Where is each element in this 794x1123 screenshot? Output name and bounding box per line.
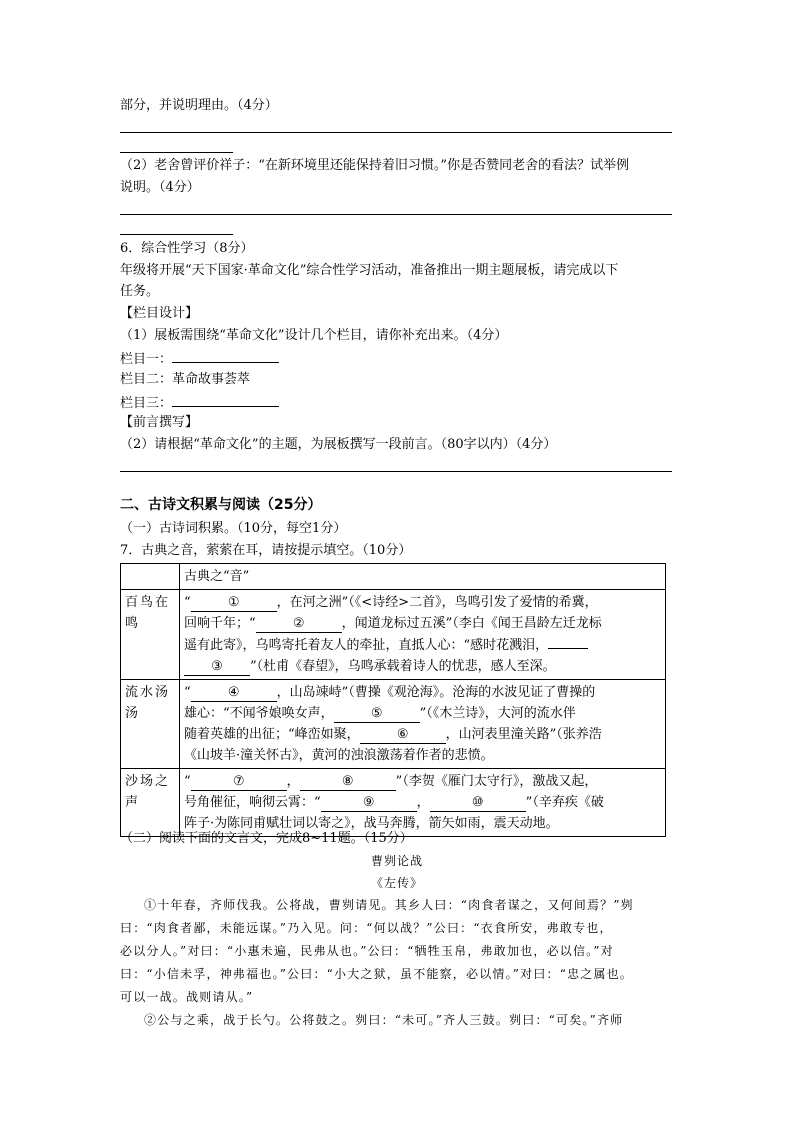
q6-intro-1: 年级将开展“天下国家·革命文化”综合性学习活动，准备推出一期主题展板，请完成以下 <box>120 263 619 278</box>
blank-7[interactable]: ⑦ <box>191 774 287 791</box>
q5-2-line1: （2）老舍曾评价祥子：“在新环境里还能保持着旧习惯。”你是否赞同老舍的看法？试举例 <box>120 158 630 173</box>
row-content: “ ⑦ ， ⑧ ”（李贺《雁门太守行》，激战又起， 号角催征，响彻云霄：“ ⑨ ， ⑩ ”（辛弃疾《破 阵子·为陈同甫赋壮词以寄之》，战马奔腾，箭矢如雨，震天动地。 <box>180 769 666 837</box>
q6-question-2: （2）请根据“革命文化”的主题，为展板撰写一段前言。（80字以内）（4分） <box>120 437 557 452</box>
table-corner-cell <box>121 564 180 590</box>
passage-line: 曰：“小信未孚，神弗福也。”公曰：“小大之狱，虽不能察，必以情。”对曰：“忠之属也。 <box>120 967 634 981</box>
answer-line <box>120 214 672 215</box>
part-2-sub-2: （二）阅读下面的文言文，完成8~11题。（15分） <box>120 831 413 846</box>
blank-2[interactable]: ② <box>256 616 342 633</box>
row-label: 流水汤汤 <box>121 680 180 769</box>
q6-question-1: （1）展板需围绕“革命文化”设计几个栏目，请你补充出来。（4分） <box>120 328 508 343</box>
answer-line-short <box>120 234 233 235</box>
q6-title: 6．综合性学习（8分） <box>120 241 254 256</box>
column-2-row: 栏目二：革命故事荟萃 <box>120 372 251 387</box>
poetry-table <box>120 563 666 837</box>
table-row <box>121 769 666 837</box>
answer-line <box>120 132 672 133</box>
blank-8[interactable]: ⑧ <box>300 774 396 791</box>
passage-line: 必以分人。”对曰：“小惠未遍，民弗从也。”公曰：“牺牲玉帛，弗敢加也，必以信。”对 <box>120 944 614 958</box>
passage-line: 曰：“肉食者鄙，未能远谋。”乃入见。问：“何以战？”公曰：“衣食所安，弗敢专也， <box>120 921 613 935</box>
passage-source: 《左传》 <box>370 876 423 890</box>
q6-section-2: 【前言撰写】 <box>120 415 199 430</box>
passage-line: ②公与之乘，战于长勺。公将鼓之。刿曰：“未可。”齐人三鼓。刿曰：“可矣。”齐师 <box>144 1013 624 1027</box>
row-content: “ ① ，在河之洲”（《<诗经>二首》，鸟鸣引发了爱情的希冀， 回响千年；“ ② ，闻道龙标过五溪”（李白《闻王昌龄左迁龙标 遥有此寄》，乌鸣寄托着友人的牵扯，直抵人心：“感时花溅泪， ③ ”（杜甫《春望》，乌鸣承载着诗人的忧悲，感人至深。 <box>180 590 666 680</box>
table-header: 古典之“音” <box>180 564 666 590</box>
q6-intro-2: 任务。 <box>120 284 160 299</box>
part-2-heading: 二、古诗文积累与阅读（25分） <box>120 497 322 513</box>
blank-5[interactable]: ⑤ <box>334 706 420 723</box>
q6-section-1: 【栏目设计】 <box>120 306 199 321</box>
q5-tail-text: 部分，并说明理由。（4分） <box>120 98 278 113</box>
blank-1[interactable]: ① <box>191 595 277 612</box>
q5-2-line2: 说明。（4分） <box>120 180 200 195</box>
part-2-sub-1: （一）古诗词积累。（10分，每空1分） <box>120 521 347 536</box>
column-3-blank[interactable] <box>172 392 279 407</box>
row-label: 百鸟在鸣 <box>121 590 180 680</box>
q7-prompt: 7．古典之音，萦萦在耳，请按提示填空。（10分） <box>120 543 412 558</box>
column-1-blank[interactable] <box>172 348 279 363</box>
blank-9[interactable]: ⑨ <box>321 795 417 812</box>
blank-4[interactable]: ④ <box>191 685 277 702</box>
table-row <box>121 680 666 769</box>
row-label: 沙场之声 <box>121 769 180 837</box>
answer-line-short <box>120 152 233 153</box>
blank-3[interactable]: ③ <box>184 659 250 676</box>
blank-6[interactable]: ⑥ <box>360 727 446 744</box>
column-1-row <box>120 348 279 370</box>
answer-line <box>120 471 672 472</box>
passage-line: 可以一战。战则请从。” <box>120 990 254 1004</box>
column-3-label: 栏目三： <box>120 396 173 411</box>
table-row <box>121 590 666 680</box>
blank-10[interactable]: ⑩ <box>430 795 526 812</box>
column-1-label: 栏目一： <box>120 352 173 367</box>
passage-title: 曹刿论战 <box>370 854 423 868</box>
table-header-row <box>121 564 666 590</box>
passage-line: ①十年春，齐师伐我。公将战，曹刿请见。其乡人曰：“肉食者谋之，又何间焉？”刿 <box>144 898 634 912</box>
row-content: “ ④ ，山岛竦峙”（曹操《观沧海》。沧海的水波见证了曹操的 雄心：“不闻爷娘唤女声， ⑤ ”（《木兰诗》，大河的流水伴 随着英雄的出征；“峰峦如聚， ⑥ ，山河表里潼关路”（张养浩 《山坡羊·潼关怀古》，黄河的浊浪激荡着作者的悲愤。 <box>180 680 666 769</box>
column-3-row <box>120 392 279 414</box>
